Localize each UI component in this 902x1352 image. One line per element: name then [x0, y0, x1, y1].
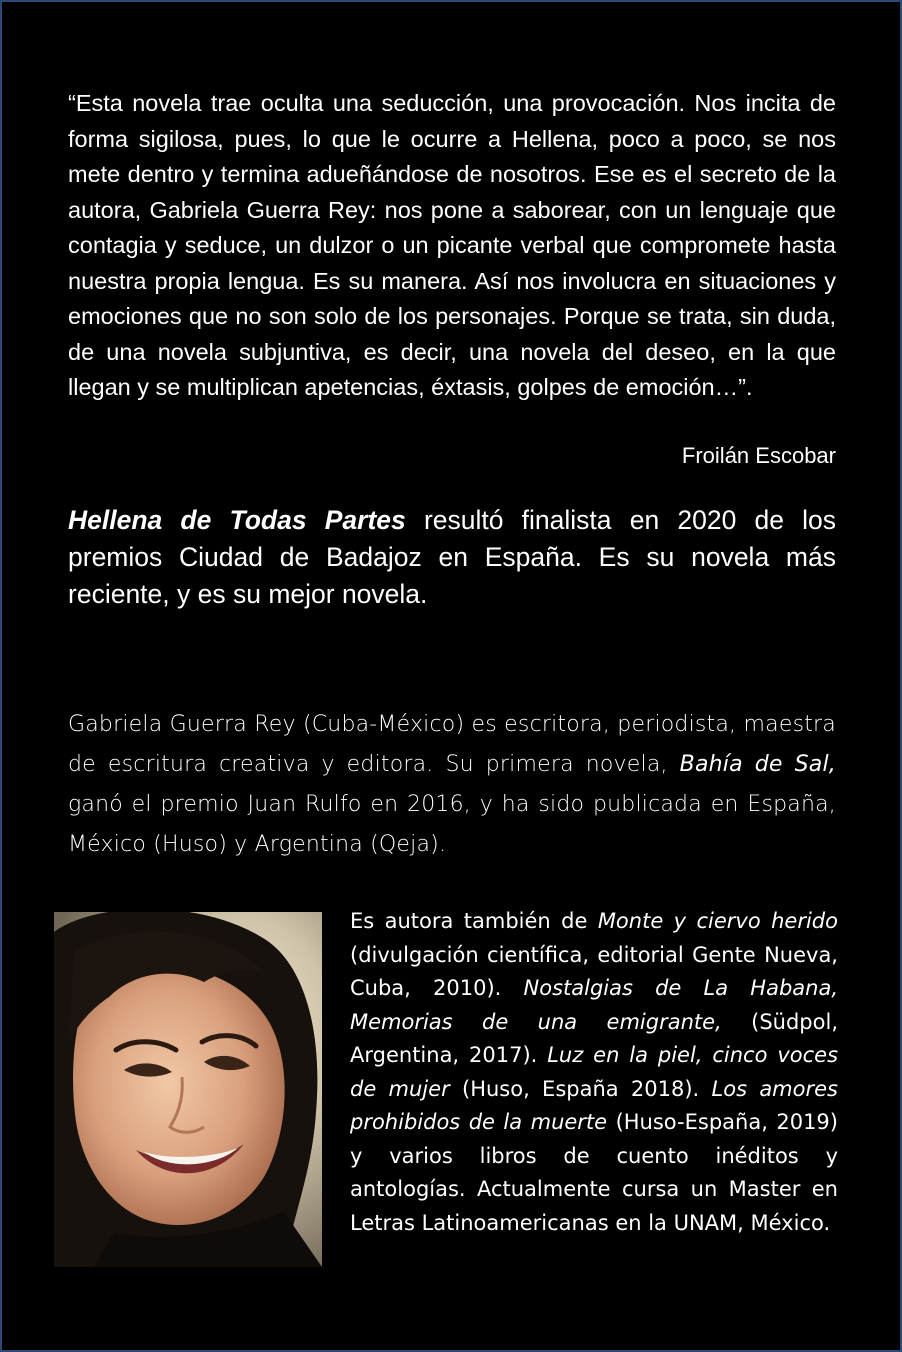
author-works: [350, 905, 838, 1240]
author-bio-part1: Gabriela Guerra Rey (Cuba-México) es escritora, periodista, maestra de escritura creativa y editora. Su primera novela,: [68, 712, 836, 777]
author-bio: [68, 705, 836, 865]
work-title-2: Nostalgias de La Habana, Memorias de una emigrante,: [350, 976, 838, 1034]
finalist-note: [68, 502, 836, 613]
first-novel-title: Bahía de Sal,: [679, 752, 836, 777]
works-text-5: (Huso-España, 2019) y varios libros de cuento inéditos y antologías. Actualmente cursa un Master en Letras Latinoamericanas en la UNAM, México.: [350, 1110, 838, 1235]
author-photo: [54, 912, 322, 1267]
finalist-text: resultó finalista en 2020 de los premios Ciudad de Badajoz en España. Es su novela más reciente, y es su mejor novela.: [68, 505, 836, 609]
novel-title: Hellena de Todas Partes: [68, 505, 406, 535]
works-text-1: Es autora también de: [350, 909, 598, 933]
works-text-3: (Südpol, Argentina, 2017).: [350, 1009, 838, 1067]
blurb-attribution: Froilán Escobar: [681, 443, 836, 468]
blurb-quote-text: “Esta novela trae oculta una seducción, una provocación. Nos incita de forma sigilosa, pues, lo que le ocurre a Hellena, poco a poco, se nos mete dentro y termina adueñándose de nosotros. Ese es el secreto de la autora, Gabriela Guerra Rey: nos pone a saborear, con un lenguaje que contagia y seduce, un dulzor o un picante verbal que compromete hasta nuestra propia lengua. Es su manera. Así nos involucra en situaciones y emociones que no son solo de los personajes. Porque se trata, sin duda, de una novela subjuntiva, es decir, una novela del deseo, en la que llegan y se multiplican apetencias, éxtasis, golpes de emoción…”.: [68, 90, 836, 400]
works-text-4: (Huso, España 2018).: [449, 1076, 712, 1101]
author-bio-part2: ganó el premio Juan Rulfo en 2016, y ha sido publicada en España, México (Huso) y Argentina (Qeja).: [68, 792, 836, 857]
blurb-quote: [68, 86, 836, 406]
work-title-4: Los amores prohibidos de la muerte: [350, 1076, 838, 1134]
work-title-1: Monte y ciervo herido: [597, 909, 838, 933]
work-title-3: Luz en la piel, cinco voces de mujer: [350, 1043, 839, 1101]
works-text-2: (divulgación científica, editorial Gente Nueva, Cuba, 2010).: [350, 942, 838, 1000]
